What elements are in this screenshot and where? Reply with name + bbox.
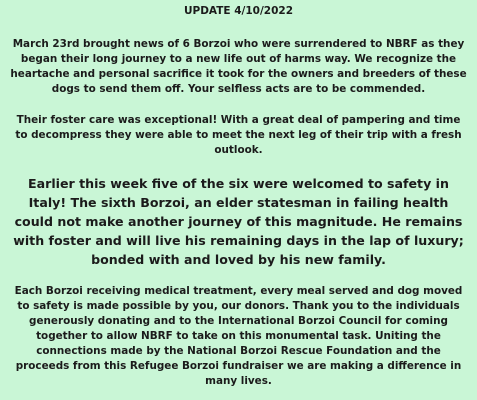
paragraph-surrender-news: March 23rd brought news of 6 Borzoi who were surrendered to NBRF as they began their long journey to a new life out of harms way. We recognize the heartache and personal sacrifice it took for the owners and breeders of these dogs to send them off. Your selfless acts are to be commended. xyxy=(10,38,467,95)
paragraph-donor-thanks: Each Borzoi receiving medical treatment, every meal served and dog moved to safety is made possible by you, our donors. Thank you to the individuals generously donating and to the International Borzoi Council for coming together to allow NBRF to take on this monumental task. Uniting the connections made by the National Borzoi Rescue Foundation and the proceeds from this Refugee Borzoi fundraiser we are making a difference in many lives. xyxy=(14,285,463,387)
paragraph-italy-arrival: Earlier this week five of the six were welcomed to safety in Italy! The sixth Borzoi, an elder statesman in failing health could not make another journey of this magnitude. He remains with foster and will live his remaining days in the lap of luxury; bonded with and loved by his new family. xyxy=(13,176,464,267)
paragraph-foster-care: Their foster care was exceptional! With a great deal of pampering and time to decompress they were able to meet the next leg of their trip with a fresh outlook. xyxy=(15,114,462,156)
update-title: UPDATE 4/10/2022 xyxy=(183,5,294,17)
